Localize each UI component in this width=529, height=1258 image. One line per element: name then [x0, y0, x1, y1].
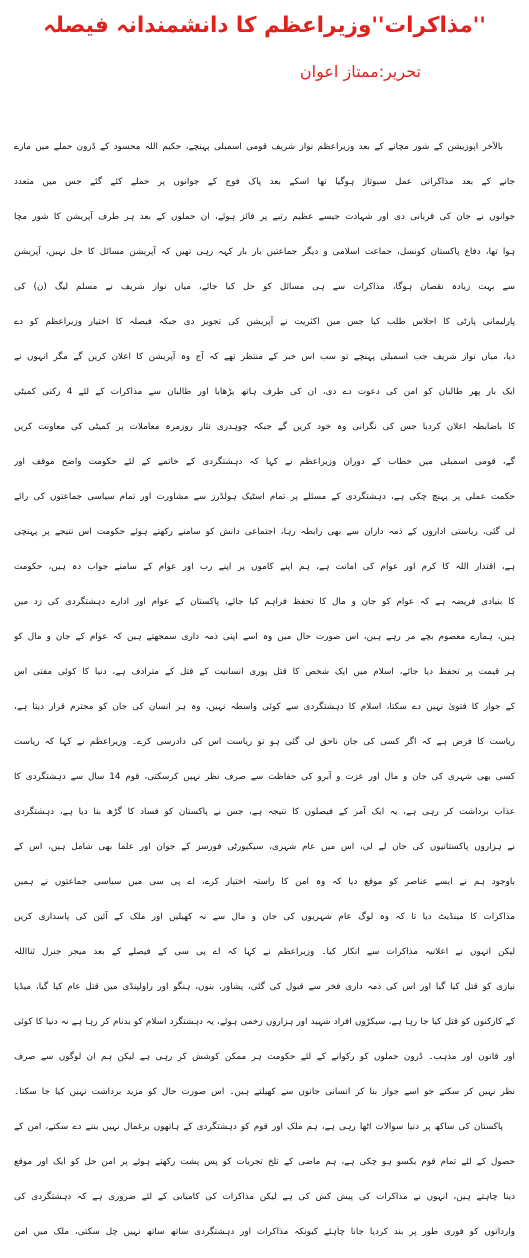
text-line: کا بنیادی فریضہ ہے کہ عوام کو جان و مال کا تحفظ فراہم کیا جائے، پاکستان کے عوام اور ادارے دہشتگردی کی زد میں [14, 597, 515, 607]
text-line: کے جواز کا فتویٰ نہیں دے سکتا، اسلام کا دہشتگردی سے کوئی واسطہ نہیں، وہ ہر انسان کی جان کو محترم قرار دیتا ہے، [14, 702, 515, 712]
text-line: کے کارکنوں کو قتل کیا جا رہا ہے، سیکڑوں افراد شہید اور ہزاروں زخمی ہوئے، یہ دہشتگرد اسلام کو بدنام کر رہا ہے نہ دنیا کا کوئی [14, 1017, 515, 1027]
text-line: سے بہت زیادہ نقصان ہوگا، مذاکرات سے ہی مسائل کو حل کیا جائے، میاں نواز شریف نے مسلم لیگ (ن) کی [14, 282, 515, 292]
text-line: جوانوں نے جان کی قربانی دی اور شہادت جیسے عظیم رتبے پر فائز ہوئے، ان حملوں کے بعد ہر طرف آپریشن کا شور مچا [14, 212, 515, 222]
text-line: اور قانون اور مذہب۔ ڈرون حملوں کو رکوانے کے لئے حکومت ہر ممکن کوشش کر رہی ہے لیکن ہم ان لوگوں سے صرف [14, 1052, 515, 1062]
paragraph [14, 130, 515, 1110]
text-line: ہوا تھا، دفاع پاکستان کونسل، جماعت اسلامی و دیگر جماعتیں بار بار کہہ رہی تھیں کہ آپریشن مسائل کا حل نہیں، آپریشن [14, 247, 515, 257]
article-body [14, 130, 515, 1250]
article-byline: تحریر:ممتاز اعوان [299, 62, 421, 81]
text-line: لی گئی، ریاستی اداروں کے ذمہ داران سے بھی رابطہ رہا، اجتماعی دانش کو سامنے رکھتے ہوئے حکومت اس نتیجے پر پہنچی [14, 527, 515, 537]
text-line: کسی بھی شہری کی جان و مال اور عزت و آبرو کی حفاظت سے صرف نظر نہیں کرسکتی، قوم 14 سال سے دہشتگردی کا [14, 772, 515, 782]
text-line: ایک بار پھر طالبان کو امن کی دعوت دے دی، ان کی طرف ہاتھ بڑھایا اور طالبان سے مذاکرات کے لئے 4 رکنی کمیٹی [14, 387, 515, 397]
text-line: حصول کے لئے تمام قوم یکسو ہو چکی ہے، ہم ماضی کے تلخ تجربات کو پس پشت رکھتے ہوئے پر امن حل کو ایک اور موقع [14, 1157, 515, 1167]
text-line: ہے، اقتدار اللہ کا کرم اور عوام کی امانت ہے، ہم اپنے کاموں پر اپنے رب اور عوام کے سامنے جواب دہ ہیں، حکومت [14, 562, 515, 572]
text-line: لیکن انہوں نے اعلانیہ مذاکرات سے انکار کیا۔ وزیراعظم نے کہا کہ اے پی سی کے فیصلے کے بعد میجر جنرل ثنااللہ [14, 947, 515, 957]
text-line: جانے کے بعد مذاکراتی عمل سبوتاژ ہوگیا تھا اسکے بعد پاک فوج کے جوانوں پر حملے کئے گئے جس میں متعدد [14, 177, 515, 187]
text-line: باوجود ہم نے ایسے عناصر کو موقع دیا کہ وہ امن کا راستہ اختیار کرے، اے پی سی میں سیاسی جماعتوں نے ہمیں [14, 877, 515, 887]
text-line: ریاست کا فرض ہے کہ اگر کسی کی جان ناحق لی گئی ہو تو ریاست اس کی دادرسی کرے۔ وزیراعظم نے کہا کہ ریاست [14, 737, 515, 747]
text-line: دینا چاہتے ہیں، انہوں نے مذاکرات کی پیش کش کی ہے لیکن مذاکرات کی کامیابی کے لئے ضروری ہے کہ دہشتگردی کی [14, 1192, 515, 1202]
text-line: گے، قومی اسمبلی میں خطاب کے دوران وزیراعظم نے کہا کہ دہشتگردی کے خاتمے کے لئے حکومت واضح موقف اور [14, 457, 515, 467]
text-line: پاکستان کی ساکھ پر دنیا سوالات اٹھا رہی ہے، ہم ملک اور قوم کو دہشتگردی کے ہاتھوں یرغمال نہیں بننے دے سکتے، امن کے [14, 1122, 503, 1132]
text-line: کا باضابطہ اعلان کردیا جس کی نگرانی وہ خود کریں گے جبکہ چوہدری نثار روزمرہ معاملات پر کمیٹی کی معاونت کریں [14, 422, 515, 432]
text-line: نظر نہیں کر سکتے جو اسے جواز بنا کر انسانی جانوں سے کھیلتے ہیں۔ اس صورت حال کو مزید برداشت نہیں کیا جا سکتا۔ [14, 1087, 515, 1097]
text-line: ہیں، ہمارے معصوم بچے مر رہے ہیں، اس صورت حال میں وہ اسے اپنی ذمہ داری سمجھتے ہیں کہ عوام کے جان و مال کو [14, 632, 515, 642]
text-line: پارلیمانی پارٹی کا اجلاس طلب کیا جس میں اکثریت نے آپریشن کی تجویز دی جبکہ فیصلہ کا اختیار وزیراعظم کو دے [14, 317, 515, 327]
text-line: ہر قیمت پر تحفظ دیا جائے، اسلام میں ایک شخص کا قتل پوری انسانیت کے قتل کے مترادف ہے، دنیا کا کوئی مفتی اس [14, 667, 515, 677]
text-line: دیا، میاں نواز شریف جب اسمبلی پہنچے تو سب اس خبر کے منتظر تھے کہ آج وہ آپریشن کا اعلان کریں گے مگر انہوں نے [14, 352, 515, 362]
text-line: نے ہزاروں پاکستانیوں کی جان لے لی، اس میں عام شہری، سیکیورٹی فورسز کے جوان اور علما بھی شامل ہیں، اس کے [14, 842, 515, 852]
paragraph [14, 1110, 515, 1250]
article-title: ''مذاکرات''وزیراعظم کا دانشمندانہ فیصلہ [43, 13, 486, 38]
text-line: حکمت عملی پر پہنچ چکی ہے، دہشتگردی کے مسئلے پر تمام اسٹیک ہولڈرز سے مشاورت اور تمام سیاسی جماعتوں کی رائے [14, 492, 515, 502]
text-line: نیازی کو قتل کیا گیا اور اس کی ذمہ داری فخر سے قبول کی گئی، پشاور، بنوں، ہنگو اور راولپنڈی میں قتل عام کیا گیا، میڈیا [14, 982, 515, 992]
text-line: مذاکرات کا مینڈیٹ دیا تا کہ وہ لوگ عام شہریوں کی جان و مال سے نہ کھیلیں اور ملک کے آئین کی پاسداری کریں [14, 912, 515, 922]
text-line: بالآخر اپوزیشن کے شور مچانے کے بعد وزیراعظم نواز شریف قومی اسمبلی پہنچے، حکیم اللہ محسود کے ڈرون حملے میں مارے [14, 142, 503, 152]
text-line: وارداتوں کو فوری طور پر بند کردیا جانا چاہئے کیونکہ مذاکرات اور دہشتگردی ساتھ ساتھ نہیں چل سکتی، ملک میں امن [14, 1227, 515, 1237]
text-line: عذاب برداشت کر رہی ہے، یہ ایک آمر کے فیصلوں کا نتیجہ ہے، جس نے پاکستان کو فساد کا گڑھ بنا دیا ہے، دہشتگردی [14, 807, 515, 817]
